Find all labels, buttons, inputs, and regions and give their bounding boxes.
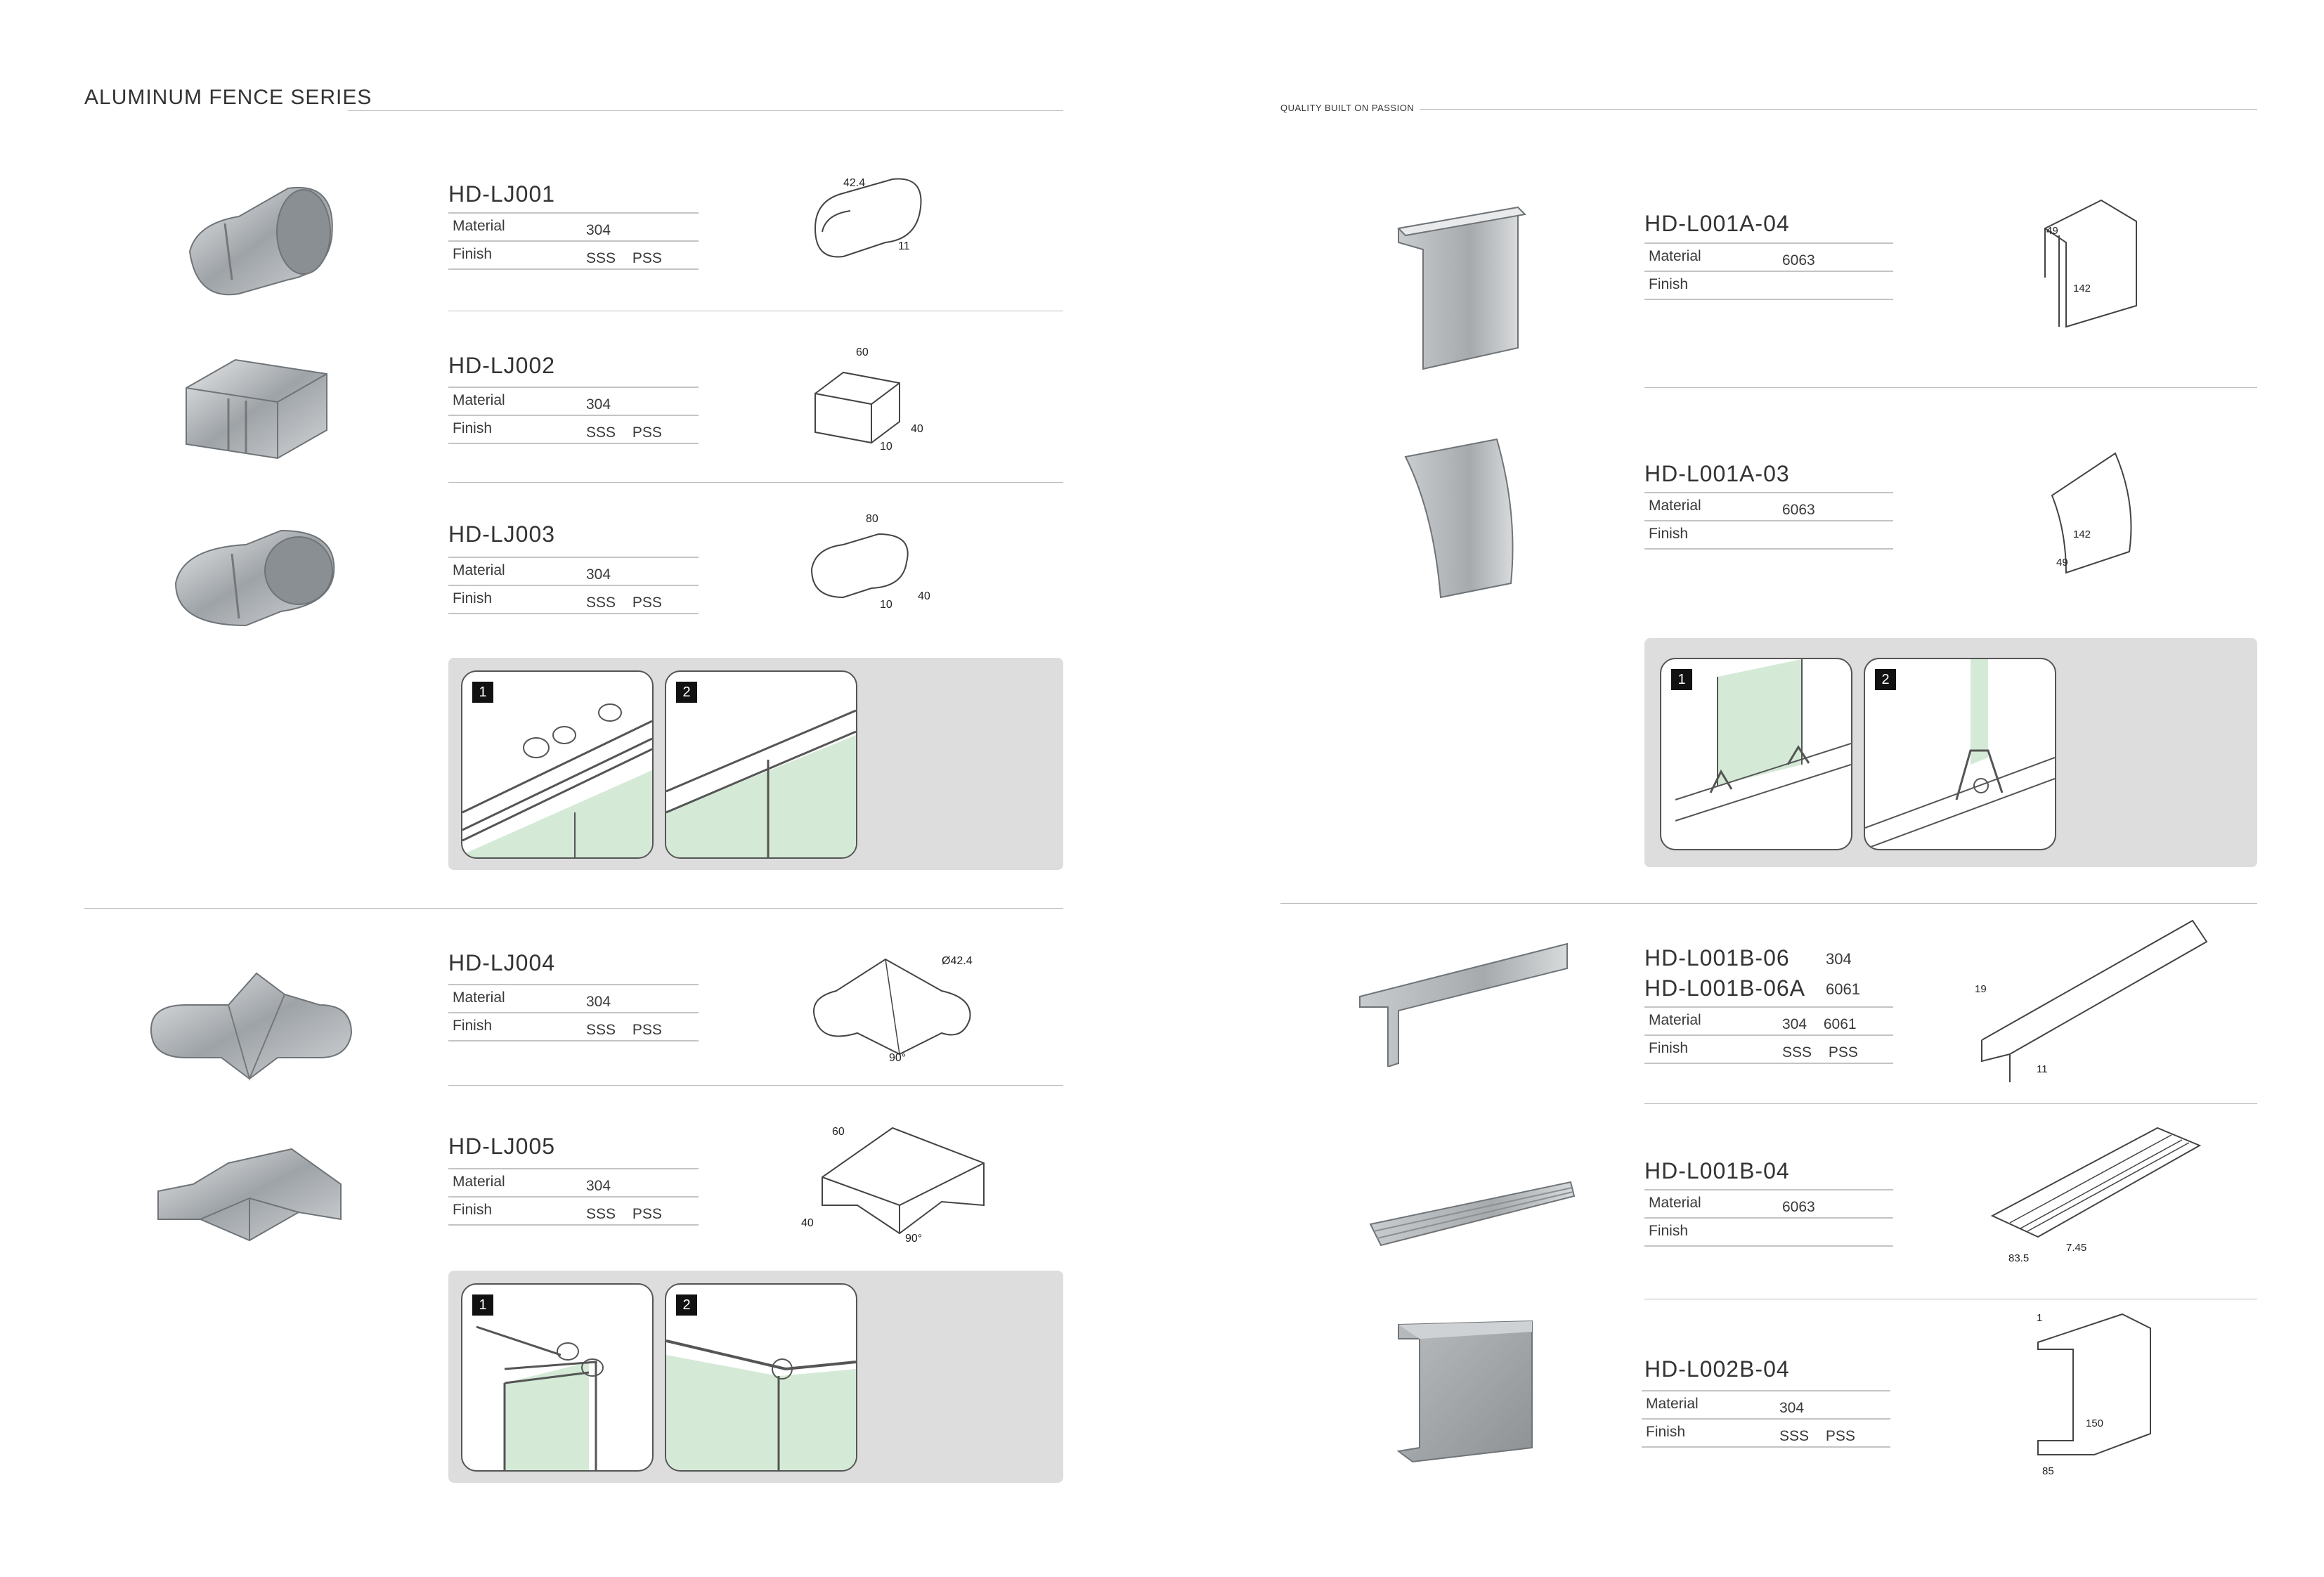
dim-slot: 10: [880, 441, 892, 453]
dim-height: 7.45: [2066, 1242, 2087, 1254]
material-label: Material: [1649, 248, 1701, 264]
left-page-title: ALUMINUM FENCE SERIES: [84, 86, 372, 109]
material-label: Material: [453, 989, 505, 1006]
spec-table: [448, 557, 699, 614]
material-value: 6063: [1782, 1199, 1815, 1215]
product-code-variant: HD-L001B-06A: [1644, 975, 1805, 1001]
spec-table: [1644, 492, 1893, 550]
dim-length: 80: [866, 513, 878, 525]
connector-lj003-image: [169, 520, 337, 640]
dim-height: 40: [911, 423, 923, 435]
finish-label: Finish: [453, 420, 493, 436]
dim-bottom: 49: [2056, 557, 2068, 569]
l001a-04-drawing: [2031, 193, 2150, 334]
product-code: HD-L002B-04: [1644, 1356, 1790, 1382]
dim-thickness: 1: [2037, 1312, 2043, 1324]
l001b-04-drawing: [1989, 1124, 2214, 1279]
dim-top: 49: [2046, 225, 2058, 237]
lj003-drawing: [801, 510, 949, 622]
install-step-2: [665, 670, 857, 859]
dim-width: 11: [898, 240, 910, 252]
dim-angle: 90°: [905, 1233, 923, 1245]
step-number: 1: [1671, 669, 1692, 690]
spec-table: [1644, 242, 1893, 300]
material-label: Material: [1646, 1396, 1699, 1412]
step-number: 2: [676, 682, 697, 703]
dim-width: 85: [2042, 1465, 2054, 1477]
l001b-06-drawing: [1968, 914, 2221, 1096]
step-number: 2: [1875, 669, 1896, 690]
product-code: HD-L001B-04: [1644, 1158, 1790, 1183]
material-value: 6063: [1782, 502, 1815, 518]
finish-value: SSS PSS: [586, 424, 662, 441]
product-code: HD-L001B-06: [1644, 945, 1790, 971]
finish-label: Finish: [1649, 276, 1689, 292]
dim-diameter: 42.4: [843, 177, 866, 189]
installation-panel: [448, 1271, 1063, 1483]
lj002-drawing: [801, 344, 949, 457]
finish-value: SSS PSS: [586, 1022, 662, 1038]
product-code: HD-LJ004: [448, 950, 556, 975]
dim-slot: 10: [880, 599, 892, 611]
dim-width: 83.5: [2008, 1252, 2030, 1264]
corner-lj004-image: [144, 966, 355, 1086]
connector-lj001-image: [176, 174, 344, 301]
material-value: 304: [1779, 1400, 1805, 1416]
install-step-2: [665, 1283, 857, 1472]
l001a-03-drawing: [2038, 446, 2150, 580]
finish-label: Finish: [1649, 1040, 1689, 1056]
profile-l001b-04-image: [1367, 1168, 1578, 1259]
section-divider: [84, 908, 1063, 909]
header-rule: [348, 110, 1063, 111]
material-label: Material: [1649, 1012, 1701, 1028]
material-value: 304: [586, 396, 611, 413]
step-number: 1: [472, 1294, 493, 1316]
product-code: HD-LJ002: [448, 353, 556, 378]
installation-panel: [1644, 638, 2257, 867]
finish-value: SSS PSS: [586, 595, 662, 611]
spec-table: [448, 1168, 699, 1226]
section-rule: [1644, 387, 2257, 388]
material-label: Material: [1649, 1195, 1701, 1211]
lj004-drawing: [801, 949, 998, 1068]
corner-lj005-image: [151, 1135, 348, 1261]
product-code: HD-LJ003: [448, 521, 556, 547]
product-code: HD-L001A-04: [1644, 211, 1790, 236]
connector-lj002-image: [179, 346, 334, 472]
finish-value: SSS PSS: [586, 250, 662, 266]
finish-value: SSS PSS: [586, 1206, 662, 1222]
dim-height: 19: [1975, 983, 1987, 995]
product-code: HD-L001A-03: [1644, 461, 1790, 486]
dim-height: 142: [2073, 283, 2091, 294]
header-rule: [1420, 109, 2257, 110]
finish-label: Finish: [1649, 526, 1689, 542]
material-label: Material: [453, 562, 505, 578]
product-code: HD-LJ005: [448, 1134, 556, 1159]
step-number: 1: [472, 682, 493, 703]
section-rule: [448, 482, 1063, 483]
lj005-drawing: [801, 1114, 1005, 1254]
material-label: Material: [1649, 498, 1701, 514]
dim-height: 40: [801, 1217, 814, 1229]
finish-value: SSS PSS: [1782, 1044, 1858, 1060]
section-rule: [1644, 1103, 2257, 1104]
install-step-2: [1864, 658, 2056, 850]
section-rule: [448, 1085, 1063, 1086]
dim-length: 60: [856, 346, 869, 358]
finish-label: Finish: [1646, 1424, 1686, 1440]
profile-l001b-06-image: [1356, 940, 1574, 1067]
material-value: 304: [586, 566, 611, 583]
dim-width: 11: [2037, 1063, 2048, 1075]
dim-diameter: Ø42.4: [942, 955, 973, 967]
dim-length: 60: [832, 1126, 845, 1138]
profile-l001a-03-image: [1398, 436, 1525, 604]
spec-table: [448, 984, 699, 1041]
finish-label: Finish: [453, 246, 493, 262]
profile-l001a-04-image: [1391, 200, 1532, 376]
step-number: 2: [676, 1294, 697, 1316]
installation-panel: [448, 658, 1063, 870]
spec-table: [448, 212, 699, 270]
material-label: Material: [453, 392, 505, 408]
material-value: 304: [586, 222, 611, 238]
right-page-title: QUALITY BUILT ON PASSION: [1280, 103, 1415, 113]
code-variant-material-value: 6061: [1826, 980, 1860, 998]
product-code: HD-LJ001: [448, 181, 556, 207]
finish-label: Finish: [453, 1018, 493, 1034]
install-step-1: [461, 1283, 654, 1472]
material-value: 304: [586, 994, 611, 1010]
material-value: 304 6061: [1782, 1016, 1857, 1032]
install-step-1: [1660, 658, 1852, 850]
section-divider: [1280, 903, 2257, 904]
material-label: Material: [453, 1174, 505, 1190]
l002b-04-drawing: [2017, 1307, 2157, 1483]
lj001-drawing: [801, 172, 949, 271]
finish-label: Finish: [453, 1202, 493, 1218]
finish-label: Finish: [453, 590, 493, 606]
dim-height: 150: [2086, 1417, 2104, 1429]
profile-l002b-04-image: [1391, 1318, 1539, 1472]
material-value: 304: [586, 1178, 611, 1194]
material-value: 6063: [1782, 252, 1815, 268]
code-material-value: 304: [1826, 950, 1852, 968]
dim-angle: 90°: [889, 1052, 907, 1064]
spec-table: [1644, 1006, 1893, 1064]
dim-height: 142: [2073, 528, 2091, 540]
dim-height: 40: [918, 590, 930, 602]
install-step-1: [461, 670, 654, 859]
finish-label: Finish: [1649, 1223, 1689, 1239]
spec-table: [1644, 1189, 1893, 1247]
material-label: Material: [453, 218, 505, 234]
spec-table: [448, 387, 699, 444]
spec-table: [1642, 1390, 1890, 1448]
finish-value: SSS PSS: [1779, 1428, 1855, 1444]
